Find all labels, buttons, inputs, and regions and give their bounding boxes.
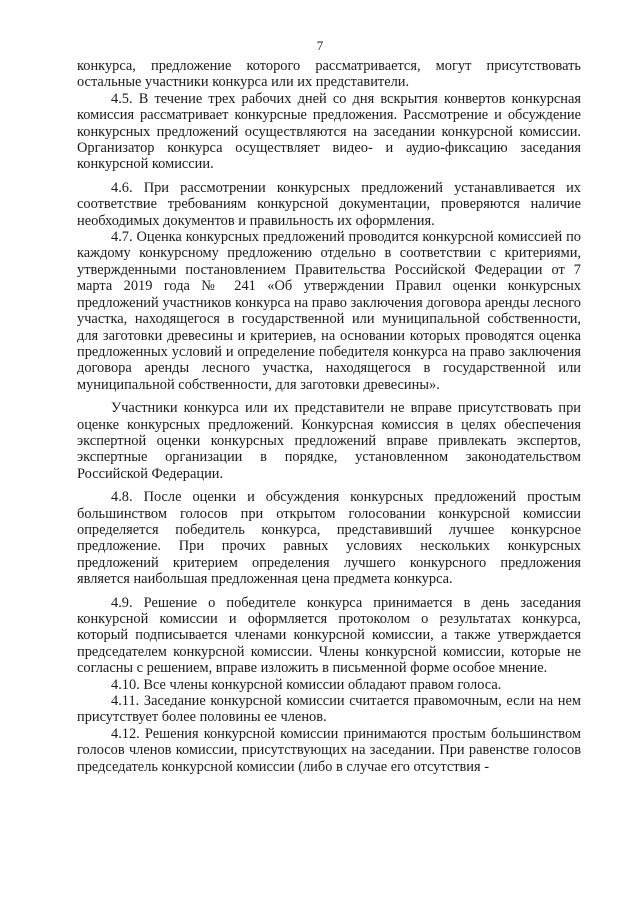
- paragraph-4-11: 4.11. Заседание конкурсной комиссии считается правомочным, если на нем присутствует более половины ее членов.: [77, 693, 581, 726]
- paragraph-4-9: 4.9. Решение о победителе конкурса принимается в день заседания конкурсной комиссии и оформляется протоколом о результатах конкурса, который подписывается членами конкурсной комиссии, а также утверждается председателем конкурсной комиссии. Члены конкурсной комиссии, которые не согласны с решением, вправе изложить в письменной форме особое мнение.: [77, 594, 581, 677]
- paragraph-4-8: 4.8. После оценки и обсуждения конкурсных предложений простым большинством голосов при открытом голосовании конкурсной комиссии определяется победитель конкурса, представивший лучшее конкурсное предложение. При прочих равных условиях нескольких конкурсных предложений критерием определения лучшего конкурсного предложения является наибольшая предложенная цена предмета конкурса.: [77, 489, 581, 588]
- paragraph-4-5: 4.5. В течение трех рабочих дней со дня вскрытия конвертов конкурсная комиссия рассматривает конкурсные предложения. Рассмотрение и обсуждение конкурсных предложений осуществляются на заседании конкурсной комиссии. Организатор конкурса осуществляет видео- и аудио-фиксацию заседания конкурсной комиссии.: [77, 90, 581, 173]
- paragraph-continuation: конкурса, предложение которого рассматривается, могут присутствовать остальные участники конкурса или их представители.: [77, 58, 581, 91]
- paragraph-4-10: 4.10. Все члены конкурсной комиссии обладают правом голоса.: [111, 676, 502, 693]
- document-body: [77, 58, 581, 775]
- paragraph-4-12: 4.12. Решения конкурсной комиссии принимаются простым большинством голосов членов комиссии, присутствующих на заседании. При равенстве голосов председатель конкурсной комиссии (либо в случае его отсутствия -: [77, 725, 581, 775]
- paragraph-4-6: 4.6. При рассмотрении конкурсных предложений устанавливается их соответствие требованиям конкурсной документации, проверяются наличие необходимых документов и правильность их оформления.: [77, 179, 581, 229]
- paragraph-participants: Участники конкурса или их представители не вправе присутствовать при оценке конкурсных предложений. Конкурсная комиссия в целях обеспечения экспертной оценки конкурсных предложений вправе привлекать экспертов, экспертные организации в порядке, установленном законодательством Российской Федерации.: [77, 400, 581, 482]
- paragraph-4-7: 4.7. Оценка конкурсных предложений проводится конкурсной комиссией по каждому конкурсному предложению отдельно в соответствии с критериями, утвержденными постановлением Правительства Российской Федерации от 7 марта 2019 года № 241 «Об утверждении Правил оценки конкурсных предложений участников конкурса на право заключения договора аренды лесного участка, находящегося в государственной или муниципальной собственности, для заготовки древесины и критериев, на основании которых проводятся оценка предложенных условий и определение победителя конкурса на право заключения договора аренды лесного участка, находящегося в государственной или муниципальной собственности, для заготовки древесины».: [77, 229, 581, 393]
- page-number: 7: [316, 38, 324, 53]
